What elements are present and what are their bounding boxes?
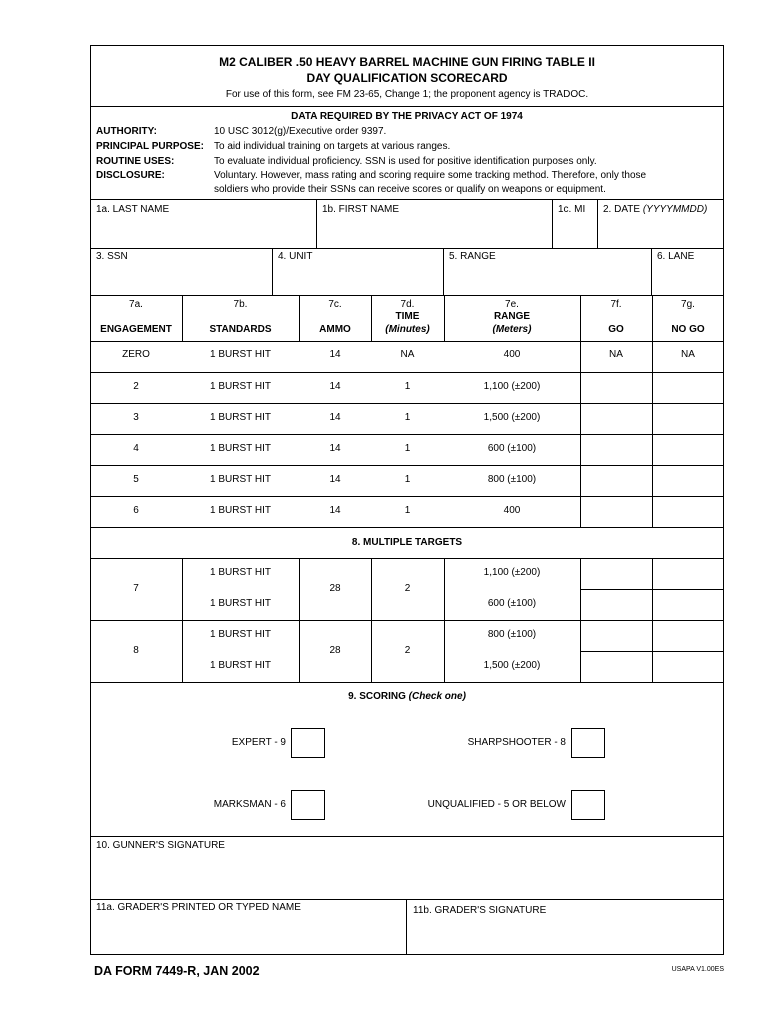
cell-time: 1: [404, 443, 411, 454]
usage-note: For use of this form, see FM 23-65, Change 1; the proponent agency is TRADOC.: [225, 89, 589, 100]
col-header-engagement: ENGAGEMENT: [100, 324, 172, 335]
cell-time: 1: [404, 474, 411, 485]
divider: [371, 295, 372, 341]
table-row: [90, 434, 724, 466]
col-range-label: RANGE: [493, 311, 531, 322]
form-title-line2: DAY QUALIFICATION SCORECARD: [306, 71, 508, 85]
divider: [651, 248, 652, 295]
last-name-field[interactable]: 1a. LAST NAME: [96, 204, 170, 215]
multi-standard: 1 BURST HIT: [210, 629, 271, 640]
multi-engagement: 7: [133, 583, 139, 594]
cell-range: 400: [503, 505, 521, 516]
cell-standards: 1 BURST HIT: [210, 474, 271, 485]
cell-standards: 1 BURST HIT: [210, 412, 271, 423]
unqualified-label: UNQUALIFIED - 5 OR BELOW: [427, 799, 566, 810]
sharpshooter-checkbox[interactable]: [571, 728, 605, 758]
divider: [90, 248, 724, 249]
divider: [90, 199, 724, 200]
cell-standards: 1 BURST HIT: [210, 443, 271, 454]
multi-standard: 1 BURST HIT: [210, 567, 271, 578]
gunner-signature-field[interactable]: 10. GUNNER'S SIGNATURE: [96, 840, 225, 851]
divider: [272, 248, 273, 295]
cell-range: 1,100 (±200): [483, 381, 541, 392]
purpose-label: PRINCIPAL PURPOSE:: [96, 141, 204, 152]
cell-ammo: 14: [329, 505, 341, 516]
first-name-field[interactable]: 1b. FIRST NAME: [322, 204, 400, 215]
divider: [90, 682, 724, 683]
scoring-title: [90, 691, 724, 703]
col-header-meters: (Meters): [492, 324, 532, 335]
cell-engagement: 2: [133, 381, 139, 392]
multi-time: 2: [404, 645, 411, 656]
divider: [90, 295, 724, 296]
authority-text: 10 USC 3012(g)/Executive order 9397.: [214, 126, 387, 137]
scoring-note: (Check one): [408, 691, 466, 702]
divider: [90, 527, 724, 528]
range-field[interactable]: 5. RANGE: [449, 251, 496, 262]
multi-range: 1,100 (±200): [483, 567, 541, 578]
multi-target-row: [90, 558, 724, 620]
engagement-rows: [90, 341, 724, 527]
multi-standard: 1 BURST HIT: [210, 660, 271, 671]
cell-time: 1: [404, 505, 411, 516]
disclosure-text-2: soldiers who provide their SSNs can receive scores or qualify on weapons or equipment.: [214, 184, 606, 195]
expert-checkbox[interactable]: [291, 728, 325, 758]
cell-range: 800 (±100): [487, 474, 537, 485]
authority-label: AUTHORITY:: [96, 126, 157, 137]
cell-engagement: 5: [133, 474, 139, 485]
cell-standards: 1 BURST HIT: [210, 505, 271, 516]
multi-range: 1,500 (±200): [483, 660, 541, 671]
cell-ammo: 14: [329, 443, 341, 454]
divider: [90, 106, 724, 107]
middle-initial-field[interactable]: 1c. MI: [558, 204, 586, 215]
table-row: [90, 465, 724, 497]
marksman-checkbox[interactable]: [291, 790, 325, 820]
cell-range: 1,500 (±200): [483, 412, 541, 423]
multi-range: 600 (±100): [487, 598, 537, 609]
form-title-line1: M2 CALIBER .50 HEAVY BARREL MACHINE GUN FIRING TABLE II: [219, 55, 595, 69]
form-id: DA FORM 7449-R, JAN 2002: [94, 964, 260, 978]
multi-time: 2: [404, 583, 411, 594]
divider: [182, 295, 183, 341]
col-header-minutes: (Minutes): [385, 324, 430, 335]
divider: [552, 199, 553, 248]
multiple-targets-title: 8. MULTIPLE TARGETS: [351, 537, 463, 548]
divider: [90, 899, 724, 900]
marksman-label: MARKSMAN - 6: [213, 799, 286, 810]
col-number-7b: 7b.: [233, 299, 248, 310]
expert-label: EXPERT - 9: [231, 737, 286, 748]
col-number-7a: 7a.: [129, 299, 143, 310]
col-header-go: GO: [608, 324, 624, 335]
cell-standards: 1 BURST HIT: [210, 381, 271, 392]
privacy-heading: DATA REQUIRED BY THE PRIVACY ACT OF 1974: [291, 111, 523, 122]
col-time-label: TIME: [395, 311, 420, 322]
table-row: [90, 372, 724, 404]
cell-no-go[interactable]: NA: [681, 349, 695, 360]
col-number-7d: 7d.: [400, 299, 415, 310]
cell-go[interactable]: NA: [609, 349, 623, 360]
routine-label: ROUTINE USES:: [96, 156, 175, 167]
cell-time: 1: [404, 381, 411, 392]
cell-ammo: 14: [329, 381, 341, 392]
grader-signature-field[interactable]: 11b. GRADER'S SIGNATURE: [413, 905, 547, 916]
ssn-field[interactable]: 3. SSN: [96, 251, 128, 262]
table-row: [90, 403, 724, 435]
grader-name-field[interactable]: 11a. GRADER'S PRINTED OR TYPED NAME: [96, 902, 301, 913]
divider: [406, 899, 407, 955]
cell-ammo: 14: [329, 349, 341, 360]
divider: [299, 295, 300, 341]
sharpshooter-label: SHARPSHOOTER - 8: [467, 737, 566, 748]
routine-text: To evaluate individual proficiency. SSN is used for positive identification purposes only.: [214, 156, 597, 167]
disclosure-label: DISCLOSURE:: [96, 170, 165, 181]
date-label: 2. DATE: [603, 204, 641, 215]
col-number-7f: 7f.: [610, 299, 622, 310]
col-number-7c: 7c.: [328, 299, 342, 310]
purpose-text: To aid individual training on targets at various ranges.: [214, 141, 451, 152]
scoring-label: 9. SCORING: [348, 691, 406, 702]
cell-time: NA: [400, 349, 415, 360]
multi-engagement: 8: [133, 645, 139, 656]
cell-engagement: ZERO: [122, 349, 150, 360]
divider: [597, 199, 598, 248]
col-number-7e: 7e.: [505, 299, 519, 310]
date-format: (YYYYMMDD): [642, 204, 708, 215]
cell-engagement: 4: [133, 443, 139, 454]
cell-ammo: 14: [329, 412, 341, 423]
disclosure-text-1: Voluntary. However, mass rating and scoring require some tracking method. Therefore, only those: [214, 170, 647, 181]
unit-field[interactable]: 4. UNIT: [278, 251, 313, 262]
divider: [443, 248, 444, 295]
divider: [90, 836, 724, 837]
cell-ammo: 14: [329, 474, 341, 485]
multi-standard: 1 BURST HIT: [210, 598, 271, 609]
date-field[interactable]: [603, 204, 707, 216]
cell-time: 1: [404, 412, 411, 423]
col-header-no-go: NO GO: [671, 324, 705, 335]
cell-range: 400: [503, 349, 521, 360]
multi-ammo: 28: [329, 645, 341, 656]
table-row: [90, 496, 724, 528]
divider: [316, 199, 317, 248]
multi-range: 800 (±100): [487, 629, 537, 640]
lane-field[interactable]: 6. LANE: [657, 251, 695, 262]
cell-engagement: 6: [133, 505, 139, 516]
divider: [444, 295, 445, 341]
cell-standards: 1 BURST HIT: [210, 349, 271, 360]
unqualified-checkbox[interactable]: [571, 790, 605, 820]
cell-engagement: 3: [133, 412, 139, 423]
col-header-ammo: AMMO: [319, 324, 351, 335]
multi-ammo: 28: [329, 583, 341, 594]
multi-target-row: [90, 620, 724, 682]
cell-range: 600 (±100): [487, 443, 537, 454]
col-header-standards: STANDARDS: [209, 324, 272, 335]
table-row: [90, 341, 724, 372]
version-label: USAPA V1.00ES: [671, 966, 724, 973]
col-number-7g: 7g.: [681, 299, 695, 310]
